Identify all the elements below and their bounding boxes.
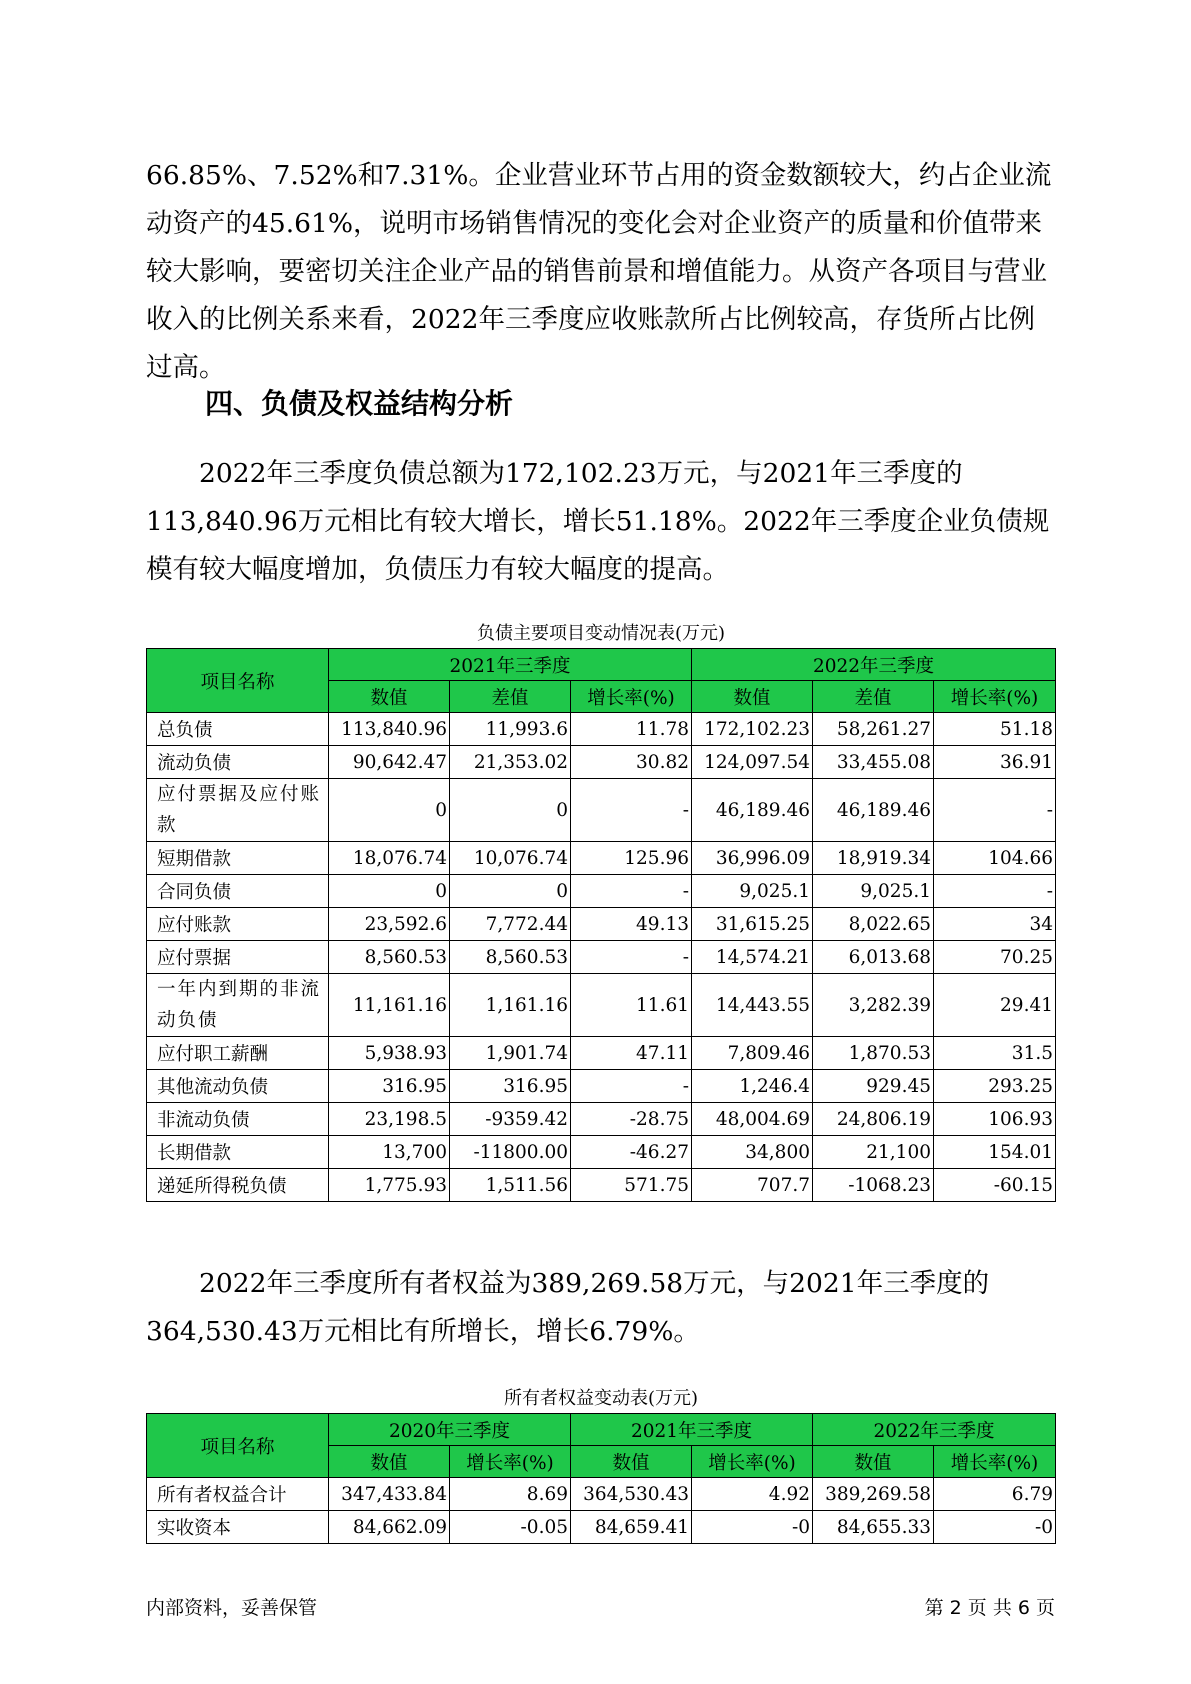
cell-v1: 0 bbox=[329, 779, 450, 842]
paragraph-asset-analysis: 66.85%、7.52%和7.31%。企业营业环节占用的资金数额较大，约占企业流动资产的45.61%，说明市场销售情况的变化会对企业资产的质量和价值带来较大影响，要密切关注企业产品的销售前景和增值能力。从资产各项目与营业收入的比例关系来看，2022年三季度应收账款所占比例较高，存货所占比例过高。 bbox=[146, 160, 1052, 383]
cell-d2: 58,261.27 bbox=[813, 713, 934, 746]
cell-d2: 1,870.53 bbox=[813, 1037, 934, 1070]
cell-g2: 31.5 bbox=[934, 1037, 1056, 1070]
table2-caption: 所有者权益变动表(万元) bbox=[503, 1388, 699, 1409]
cell-v1: 113,840.96 bbox=[329, 713, 450, 746]
cell-g2: 293.25 bbox=[934, 1070, 1056, 1103]
table-row bbox=[147, 842, 1056, 875]
table-row bbox=[147, 1478, 1056, 1511]
footer-confidential-note: 内部资料，妥善保管 bbox=[146, 1597, 318, 1619]
cell-d2: 8,022.65 bbox=[813, 908, 934, 941]
cell-g1: 47.11 bbox=[571, 1037, 692, 1070]
cell-v2: 84,659.41 bbox=[571, 1511, 692, 1544]
cell-g3: -0 bbox=[934, 1511, 1056, 1544]
cell-g2: - bbox=[934, 875, 1056, 908]
cell-v2: 31,615.25 bbox=[692, 908, 813, 941]
cell-g1: - bbox=[571, 779, 692, 842]
value-column-header: 数值 bbox=[571, 1446, 692, 1478]
row-item-name: 合同负债 bbox=[147, 875, 329, 908]
cell-v1: 5,938.93 bbox=[329, 1037, 450, 1070]
cell-g1: -46.27 bbox=[571, 1136, 692, 1169]
cell-g1: - bbox=[571, 875, 692, 908]
table-row bbox=[147, 779, 1056, 842]
cell-d1: 10,076.74 bbox=[450, 842, 571, 875]
row-item-name: 长期借款 bbox=[147, 1136, 329, 1169]
cell-g2: 36.91 bbox=[934, 746, 1056, 779]
cell-v1: 13,700 bbox=[329, 1136, 450, 1169]
cell-v2: 9,025.1 bbox=[692, 875, 813, 908]
cell-v2: 124,097.54 bbox=[692, 746, 813, 779]
row-item-name: 应付票据及应付账款 bbox=[147, 779, 329, 842]
cell-d2: 6,013.68 bbox=[813, 941, 934, 974]
item-name-header: 项目名称 bbox=[147, 649, 329, 713]
cell-v2: 36,996.09 bbox=[692, 842, 813, 875]
cell-v2: 34,800 bbox=[692, 1136, 813, 1169]
period-header: 2020年三季度 bbox=[329, 1414, 571, 1446]
cell-v2: 14,574.21 bbox=[692, 941, 813, 974]
table-row bbox=[147, 1136, 1056, 1169]
cell-d1: 1,161.16 bbox=[450, 974, 571, 1037]
period-header: 2021年三季度 bbox=[571, 1414, 813, 1446]
row-item-name: 一年内到期的非流动负债 bbox=[147, 974, 329, 1037]
cell-d2: 21,100 bbox=[813, 1136, 934, 1169]
table-row bbox=[147, 941, 1056, 974]
period-header: 2022年三季度 bbox=[813, 1414, 1056, 1446]
cell-d1: 1,901.74 bbox=[450, 1037, 571, 1070]
cell-g2: 4.92 bbox=[692, 1478, 813, 1511]
cell-v2: 48,004.69 bbox=[692, 1103, 813, 1136]
row-item-name: 短期借款 bbox=[147, 842, 329, 875]
cell-d2: 24,806.19 bbox=[813, 1103, 934, 1136]
table-row bbox=[147, 974, 1056, 1037]
row-item-name: 实收资本 bbox=[147, 1511, 329, 1544]
cell-d1: 21,353.02 bbox=[450, 746, 571, 779]
value-column-header: 数值 bbox=[692, 681, 813, 713]
cell-g1: - bbox=[571, 941, 692, 974]
cell-v3: 389,269.58 bbox=[813, 1478, 934, 1511]
cell-v1: 347,433.84 bbox=[329, 1478, 450, 1511]
paragraph-liability-summary: 2022年三季度负债总额为172,102.23万元，与2021年三季度的113,840.96万元相比有较大增长，增长51.18%。2022年三季度企业负债规模有较大幅度增加，负债压力有较大幅度的提高。 bbox=[146, 458, 1050, 585]
cell-v1: 90,642.47 bbox=[329, 746, 450, 779]
table-row bbox=[147, 713, 1056, 746]
cell-d2: 9,025.1 bbox=[813, 875, 934, 908]
cell-v2: 46,189.46 bbox=[692, 779, 813, 842]
page-number: 第 2 页 共 6 页 bbox=[924, 1597, 1055, 1619]
cell-d1: 0 bbox=[450, 875, 571, 908]
cell-d2: -1068.23 bbox=[813, 1169, 934, 1202]
row-item-name: 所有者权益合计 bbox=[147, 1478, 329, 1511]
period-header: 2022年三季度 bbox=[692, 649, 1056, 681]
row-item-name: 总负债 bbox=[147, 713, 329, 746]
item-name-header: 项目名称 bbox=[147, 1414, 329, 1478]
cell-d2: 46,189.46 bbox=[813, 779, 934, 842]
cell-v1: 84,662.09 bbox=[329, 1511, 450, 1544]
cell-g1: 11.78 bbox=[571, 713, 692, 746]
cell-d2: 18,919.34 bbox=[813, 842, 934, 875]
table-row bbox=[147, 875, 1056, 908]
cell-d1: 11,993.6 bbox=[450, 713, 571, 746]
period-header: 2021年三季度 bbox=[329, 649, 692, 681]
cell-g2: 70.25 bbox=[934, 941, 1056, 974]
row-item-name: 流动负债 bbox=[147, 746, 329, 779]
value-column-header: 数值 bbox=[813, 1446, 934, 1478]
cell-d1: 8,560.53 bbox=[450, 941, 571, 974]
cell-g2: 51.18 bbox=[934, 713, 1056, 746]
difference-column-header: 差值 bbox=[813, 681, 934, 713]
row-item-name: 非流动负债 bbox=[147, 1103, 329, 1136]
paragraph-equity-summary: 2022年三季度所有者权益为389,269.58万元，与2021年三季度的364,530.43万元相比有所增长，增长6.79%。 bbox=[146, 1268, 990, 1347]
cell-g1: - bbox=[571, 1070, 692, 1103]
cell-v2: 14,443.55 bbox=[692, 974, 813, 1037]
equity-table bbox=[146, 1413, 1056, 1544]
cell-v1: 8,560.53 bbox=[329, 941, 450, 974]
cell-g3: 6.79 bbox=[934, 1478, 1056, 1511]
cell-g1: 30.82 bbox=[571, 746, 692, 779]
cell-v2: 707.7 bbox=[692, 1169, 813, 1202]
difference-column-header: 差值 bbox=[450, 681, 571, 713]
cell-d1: 1,511.56 bbox=[450, 1169, 571, 1202]
table-row bbox=[147, 1511, 1056, 1544]
liability-table bbox=[146, 648, 1056, 1202]
cell-v2: 7,809.46 bbox=[692, 1037, 813, 1070]
cell-g1: 125.96 bbox=[571, 842, 692, 875]
row-item-name: 应付票据 bbox=[147, 941, 329, 974]
row-item-name: 递延所得税负债 bbox=[147, 1169, 329, 1202]
cell-v1: 316.95 bbox=[329, 1070, 450, 1103]
cell-g1: 571.75 bbox=[571, 1169, 692, 1202]
cell-v1: 18,076.74 bbox=[329, 842, 450, 875]
cell-v2: 1,246.4 bbox=[692, 1070, 813, 1103]
cell-g1: -0.05 bbox=[450, 1511, 571, 1544]
cell-v1: 1,775.93 bbox=[329, 1169, 450, 1202]
cell-d2: 929.45 bbox=[813, 1070, 934, 1103]
cell-g2: 106.93 bbox=[934, 1103, 1056, 1136]
growth-column-header: 增长率(%) bbox=[571, 681, 692, 713]
row-item-name: 应付账款 bbox=[147, 908, 329, 941]
cell-g2: 29.41 bbox=[934, 974, 1056, 1037]
table-row bbox=[147, 1103, 1056, 1136]
row-item-name: 应付职工薪酬 bbox=[147, 1037, 329, 1070]
cell-d1: 7,772.44 bbox=[450, 908, 571, 941]
cell-d1: 0 bbox=[450, 779, 571, 842]
cell-g2: -60.15 bbox=[934, 1169, 1056, 1202]
table-row bbox=[147, 1070, 1056, 1103]
cell-v3: 84,655.33 bbox=[813, 1511, 934, 1544]
table-row bbox=[147, 908, 1056, 941]
growth-column-header: 增长率(%) bbox=[450, 1446, 571, 1478]
cell-g2: 34 bbox=[934, 908, 1056, 941]
cell-g2: 154.01 bbox=[934, 1136, 1056, 1169]
section-heading: 四、负债及权益结构分析 bbox=[205, 387, 514, 420]
table-row bbox=[147, 746, 1056, 779]
cell-v1: 0 bbox=[329, 875, 450, 908]
cell-d1: 316.95 bbox=[450, 1070, 571, 1103]
cell-d1: -9359.42 bbox=[450, 1103, 571, 1136]
growth-column-header: 增长率(%) bbox=[692, 1446, 813, 1478]
cell-v1: 23,592.6 bbox=[329, 908, 450, 941]
row-item-name: 其他流动负债 bbox=[147, 1070, 329, 1103]
cell-d2: 33,455.08 bbox=[813, 746, 934, 779]
table-row bbox=[147, 1169, 1056, 1202]
cell-g1: 49.13 bbox=[571, 908, 692, 941]
cell-v1: 11,161.16 bbox=[329, 974, 450, 1037]
cell-g1: 11.61 bbox=[571, 974, 692, 1037]
table1-caption: 负债主要项目变动情况表(万元) bbox=[476, 623, 726, 644]
cell-g1: -28.75 bbox=[571, 1103, 692, 1136]
cell-g2: - bbox=[934, 779, 1056, 842]
growth-column-header: 增长率(%) bbox=[934, 681, 1056, 713]
cell-d2: 3,282.39 bbox=[813, 974, 934, 1037]
cell-g1: 8.69 bbox=[450, 1478, 571, 1511]
cell-v1: 23,198.5 bbox=[329, 1103, 450, 1136]
cell-v2: 364,530.43 bbox=[571, 1478, 692, 1511]
cell-g2: -0 bbox=[692, 1511, 813, 1544]
growth-column-header: 增长率(%) bbox=[934, 1446, 1056, 1478]
cell-g2: 104.66 bbox=[934, 842, 1056, 875]
table-row bbox=[147, 1037, 1056, 1070]
cell-d1: -11800.00 bbox=[450, 1136, 571, 1169]
cell-v2: 172,102.23 bbox=[692, 713, 813, 746]
value-column-header: 数值 bbox=[329, 681, 450, 713]
value-column-header: 数值 bbox=[329, 1446, 450, 1478]
